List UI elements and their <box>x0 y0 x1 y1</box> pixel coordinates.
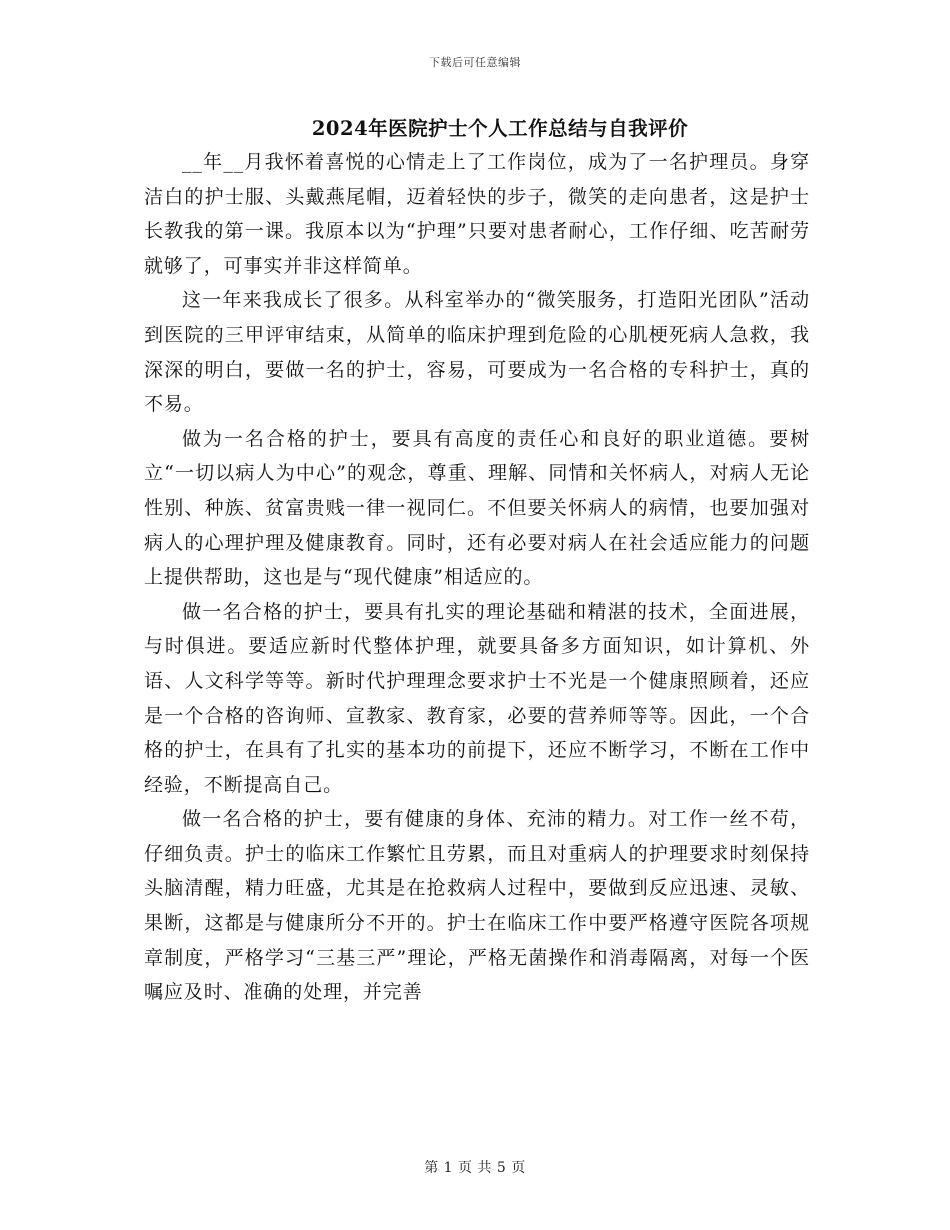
paragraph-3: 做为一名合格的护士，要具有高度的责任心和良好的职业道德。要树立“一切以病人为中心”的观念，尊重、理解、同情和关怀病人，对病人无论性别、种族、贫富贵贱一律一视同仁。不但要关怀病人的病情，也要加强对病人的心理护理及健康教育。同时，还有必要对病人在社会适应能力的问题上提供帮助，这也是与“现代健康”相适应的。 <box>144 427 810 589</box>
paragraph-5: 做一名合格的护士，要有健康的身体、充沛的精力。对工作一丝不苟，仔细负责。护士的临床工作繁忙且劳累，而且对重病人的护理要求时刻保持头脑清醒，精力旺盛，尤其是在抢救病人过程中，要做到反应迅速、灵敏、果断，这都是与健康所分不开的。护士在临床工作中要严格遵守医院各项规章制度，严格学习“三基三严”理论，严格无菌操作和消毒隔离，对每一个医嘱应及时、准确的处理，并完善 <box>144 808 810 1004</box>
page-number-footer: 第 1 页 共 5 页 <box>424 1160 526 1176</box>
paragraph-2: 这一年来我成长了很多。从科室举办的“微笑服务，打造阳光团队”活动到医院的三甲评审结束，从简单的临床护理到危险的心肌梗死病人急救，我深深的明白，要做一名的护士，容易，可要成为一名合格的专科护士，真的不易。 <box>144 289 810 416</box>
paragraph-4: 做一名合格的护士，要具有扎实的理论基础和精湛的技术，全面进展，与时俱进。要适应新时代整体护理，就要具备多方面知识，如计算机、外语、人文科学等等。新时代护理理念要求护士不光是一个健康照顾着，还应是一个合格的咨询师、宣教家、教育家，必要的营养师等等。因此，一个合格的护士，在具有了扎实的基本功的前提下，还应不断学习，不断在工作中经验，不断提高自己。 <box>144 600 810 796</box>
document-title: 2024年医院护士个人工作总结与自我评价 <box>311 117 689 140</box>
document-body <box>144 145 810 1010</box>
page-header-note: 下载后可任意编辑 <box>429 56 521 69</box>
paragraph-1: __年__月我怀着喜悦的心情走上了工作岗位，成为了一名护理员。身穿洁白的护士服、头戴燕尾帽，迈着轻快的步子，微笑的走向患者，这是护士长教我的第一课。我原本以为“护理”只要对患者耐心，工作仔细、吃苦耐劳就够了，可事实并非这样简单。 <box>144 151 810 277</box>
